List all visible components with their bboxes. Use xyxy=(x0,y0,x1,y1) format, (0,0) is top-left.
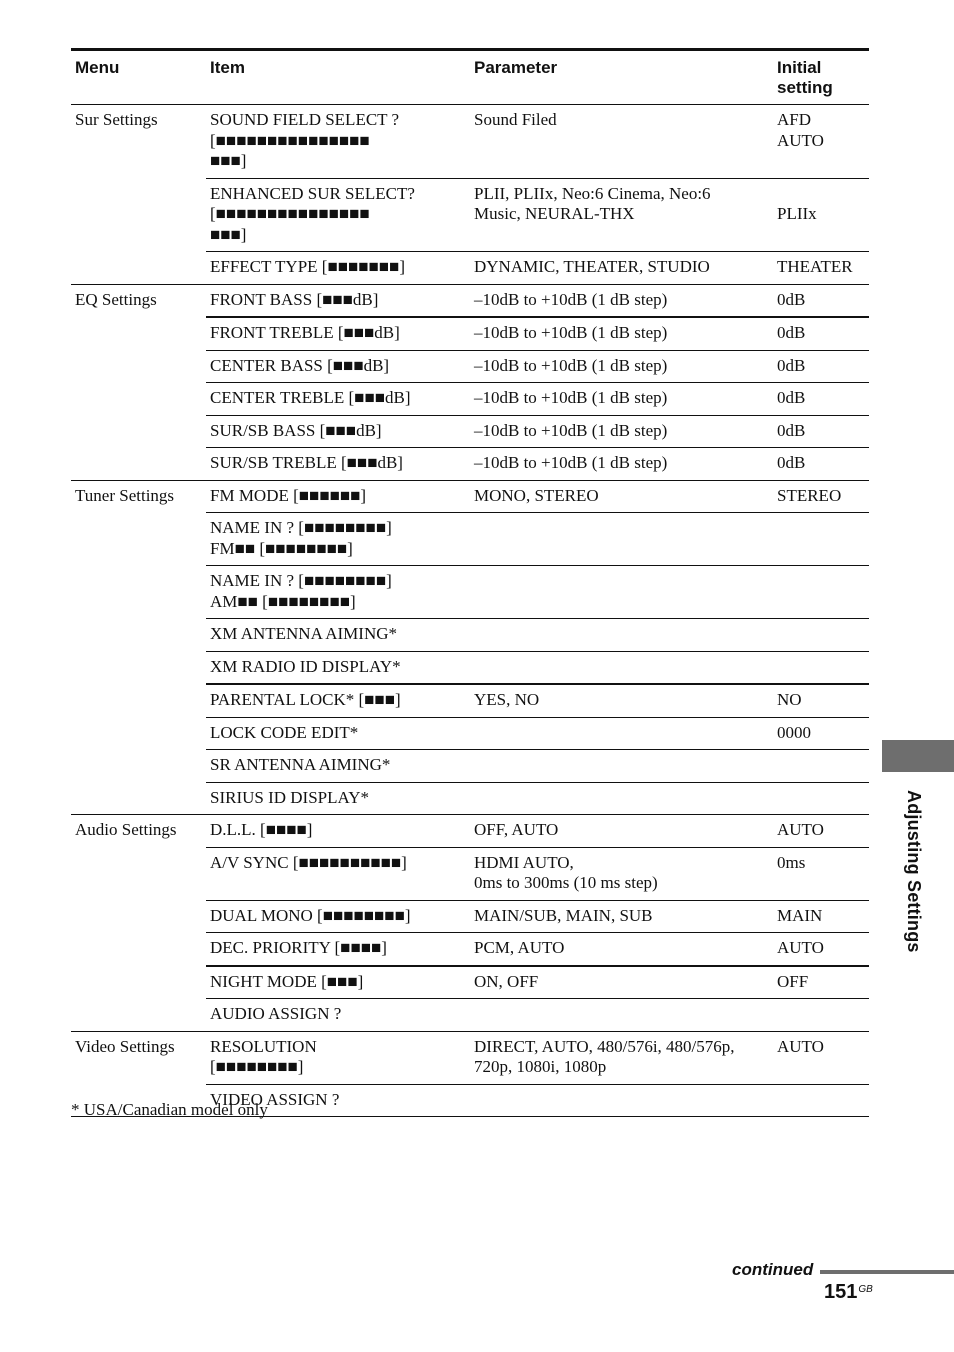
item-cell: FRONT TREBLE [■■■dB] xyxy=(206,317,470,350)
header-initial-setting: Initial setting xyxy=(773,50,869,105)
param-cell xyxy=(470,750,773,783)
init-cell: 0dB xyxy=(773,448,869,481)
param-cell: YES, NO xyxy=(470,684,773,717)
header-parameter: Parameter xyxy=(470,50,773,105)
param-cell: PCM, AUTO xyxy=(470,933,773,966)
item-cell: NIGHT MODE [■■■] xyxy=(206,966,470,999)
item-cell: PARENTAL LOCK* [■■■] xyxy=(206,684,470,717)
param-cell: MAIN/SUB, MAIN, SUB xyxy=(470,900,773,933)
param-cell xyxy=(470,619,773,652)
init-cell: OFF xyxy=(773,966,869,999)
init-cell: 0ms xyxy=(773,847,869,900)
init-cell: PLIIx xyxy=(773,178,869,252)
param-cell: DYNAMIC, THEATER, STUDIO xyxy=(470,252,773,285)
continued-bar xyxy=(820,1270,954,1274)
table-row xyxy=(71,815,869,848)
menu-cell: Video Settings xyxy=(71,1031,206,1117)
init-cell xyxy=(773,1084,869,1117)
item-cell: NAME IN ? [■■■■■■■■] AM■■ [■■■■■■■■] xyxy=(206,566,470,619)
item-cell: DUAL MONO [■■■■■■■■] xyxy=(206,900,470,933)
param-cell: OFF, AUTO xyxy=(470,815,773,848)
item-cell: AUDIO ASSIGN ? xyxy=(206,999,470,1032)
param-cell: Sound Filed xyxy=(470,105,773,179)
menu-cell: Audio Settings xyxy=(71,815,206,1032)
param-cell xyxy=(470,513,773,566)
item-cell: RESOLUTION [■■■■■■■■] xyxy=(206,1031,470,1084)
init-cell xyxy=(773,782,869,815)
init-cell xyxy=(773,750,869,783)
item-cell: A/V SYNC [■■■■■■■■■■] xyxy=(206,847,470,900)
init-cell: AUTO xyxy=(773,815,869,848)
item-cell: CENTER BASS [■■■dB] xyxy=(206,350,470,383)
init-cell xyxy=(773,999,869,1032)
param-cell: –10dB to +10dB (1 dB step) xyxy=(470,350,773,383)
param-cell: –10dB to +10dB (1 dB step) xyxy=(470,284,773,317)
item-cell: D.L.L. [■■■■] xyxy=(206,815,470,848)
param-cell xyxy=(470,999,773,1032)
init-cell: AUTO xyxy=(773,1031,869,1084)
page-number-suffix: GB xyxy=(858,1284,873,1295)
item-cell: EFFECT TYPE [■■■■■■■] xyxy=(206,252,470,285)
item-cell: LOCK CODE EDIT* xyxy=(206,717,470,750)
param-cell: –10dB to +10dB (1 dB step) xyxy=(470,383,773,416)
item-cell: SIRIUS ID DISPLAY* xyxy=(206,782,470,815)
item-cell: FRONT BASS [■■■dB] xyxy=(206,284,470,317)
item-cell: ENHANCED SUR SELECT? [■■■■■■■■■■■■■■■ ■■■] xyxy=(206,178,470,252)
init-cell: 0dB xyxy=(773,284,869,317)
page-number-value: 151 xyxy=(824,1281,858,1303)
item-cell: SOUND FIELD SELECT ? [■■■■■■■■■■■■■■■ ■■■] xyxy=(206,105,470,179)
param-cell: –10dB to +10dB (1 dB step) xyxy=(470,448,773,481)
init-cell: AUTO xyxy=(773,933,869,966)
section-tab-marker xyxy=(882,740,954,772)
footnote: * USA/Canadian model only xyxy=(71,1100,268,1119)
item-cell: XM ANTENNA AIMING* xyxy=(206,619,470,652)
item-cell: CENTER TREBLE [■■■dB] xyxy=(206,383,470,416)
param-cell: ON, OFF xyxy=(470,966,773,999)
param-cell xyxy=(470,717,773,750)
item-cell: SUR/SB TREBLE [■■■dB] xyxy=(206,448,470,481)
init-cell: 0dB xyxy=(773,317,869,350)
header-menu: Menu xyxy=(71,50,206,105)
param-cell: –10dB to +10dB (1 dB step) xyxy=(470,415,773,448)
init-cell: STEREO xyxy=(773,480,869,513)
init-cell: MAIN xyxy=(773,900,869,933)
param-cell xyxy=(470,782,773,815)
table-row xyxy=(71,480,869,513)
init-cell xyxy=(773,513,869,566)
param-cell xyxy=(470,566,773,619)
init-cell: NO xyxy=(773,684,869,717)
page-number xyxy=(824,1281,873,1304)
init-cell: THEATER xyxy=(773,252,869,285)
item-cell: XM RADIO ID DISPLAY* xyxy=(206,651,470,684)
table-row xyxy=(71,105,869,179)
param-cell: –10dB to +10dB (1 dB step) xyxy=(470,317,773,350)
param-cell xyxy=(470,1084,773,1117)
item-cell: FM MODE [■■■■■■] xyxy=(206,480,470,513)
init-cell xyxy=(773,566,869,619)
section-side-label: Adjusting Settings xyxy=(904,790,924,953)
item-cell: VIDEO ASSIGN ? xyxy=(206,1084,470,1117)
init-cell: AFD AUTO xyxy=(773,105,869,179)
table-header-row xyxy=(71,50,869,105)
param-cell: PLII, PLIIx, Neo:6 Cinema, Neo:6 Music, NEURAL-THX xyxy=(470,178,773,252)
init-cell: 0000 xyxy=(773,717,869,750)
menu-cell: EQ Settings xyxy=(71,284,206,480)
param-cell: HDMI AUTO, 0ms to 300ms (10 ms step) xyxy=(470,847,773,900)
item-cell: DEC. PRIORITY [■■■■] xyxy=(206,933,470,966)
init-cell xyxy=(773,619,869,652)
param-cell: DIRECT, AUTO, 480/576i, 480/576p, 720p, 1080i, 1080p xyxy=(470,1031,773,1084)
item-cell: NAME IN ? [■■■■■■■■] FM■■ [■■■■■■■■] xyxy=(206,513,470,566)
item-cell: SR ANTENNA AIMING* xyxy=(206,750,470,783)
table-row xyxy=(71,284,869,317)
menu-cell: Sur Settings xyxy=(71,105,206,285)
item-cell: SUR/SB BASS [■■■dB] xyxy=(206,415,470,448)
init-cell: 0dB xyxy=(773,383,869,416)
param-cell: MONO, STEREO xyxy=(470,480,773,513)
table-body xyxy=(71,105,869,1117)
continued-label: continued xyxy=(732,1260,814,1279)
param-cell xyxy=(470,651,773,684)
init-cell: 0dB xyxy=(773,415,869,448)
header-item: Item xyxy=(206,50,470,105)
menu-cell: Tuner Settings xyxy=(71,480,206,815)
init-cell: 0dB xyxy=(773,350,869,383)
settings-table xyxy=(71,48,869,1117)
init-cell xyxy=(773,651,869,684)
table-row xyxy=(71,1031,869,1084)
